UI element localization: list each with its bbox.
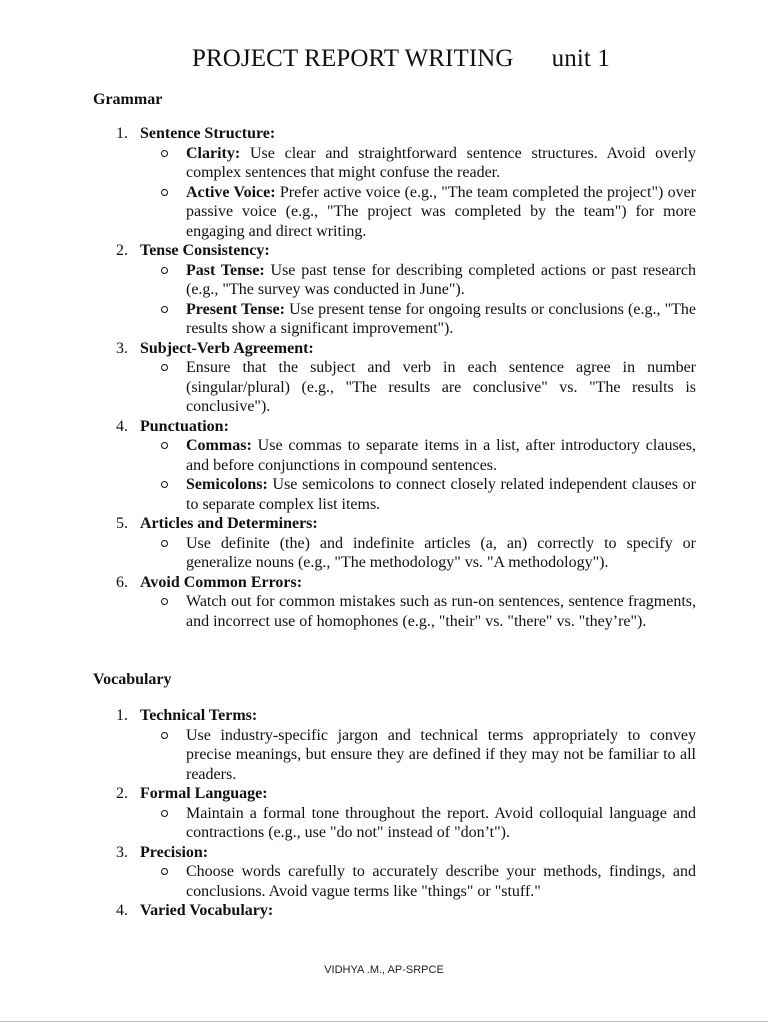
sub-item bbox=[112, 300, 696, 339]
item-number: 2. bbox=[116, 242, 128, 259]
sub-item-label: Semicolons: bbox=[186, 476, 268, 493]
list-item bbox=[112, 901, 696, 921]
sub-item-label: Commas: bbox=[186, 437, 252, 454]
item-number: 4. bbox=[116, 902, 128, 919]
item-heading: Subject-Verb Agreement: bbox=[140, 339, 314, 357]
sub-item-text: Use semicolons to connect closely related independent clauses or to separate complex list items. bbox=[186, 476, 696, 513]
sub-item bbox=[112, 862, 696, 901]
sub-item-text: Use industry-specific jargon and technical terms appropriately to convey precise meanings, but ensure they are defined if they may not be familiar to all readers. bbox=[186, 726, 696, 783]
list-item bbox=[112, 241, 696, 339]
sub-item-text: Use present tense for ongoing results or conclusions (e.g., "The results show a significant improvement"). bbox=[186, 300, 697, 337]
item-heading: Formal Language: bbox=[140, 785, 268, 802]
sub-item-label: Clarity: bbox=[186, 144, 241, 162]
bullet-icon bbox=[161, 364, 168, 371]
bullet-icon bbox=[161, 598, 168, 605]
item-number: 2. bbox=[116, 785, 128, 802]
bullet-icon bbox=[161, 810, 168, 817]
sub-item-text: Use commas to separate items in a list, after introductory clauses, and before conjunctions in compound sentences. bbox=[186, 437, 696, 474]
list-item bbox=[112, 843, 696, 902]
sub-item bbox=[112, 804, 696, 843]
sub-item-text: Use clear and straightforward sentence structures. Avoid overly complex sentences that might confuse the reader. bbox=[186, 144, 696, 181]
vocabulary-list bbox=[112, 706, 696, 921]
list-item bbox=[112, 784, 696, 843]
item-number: 4. bbox=[116, 417, 128, 435]
sub-item-text: Prefer active voice (e.g., "The team completed the project") over passive voice (e.g., "The project was completed by the team") for more engaging and direct writing. bbox=[186, 183, 696, 240]
bullet-icon bbox=[161, 442, 168, 449]
sub-item-text: Maintain a formal tone throughout the report. Avoid colloquial language and contractions (e.g., use "do not" instead of "don’t"). bbox=[186, 804, 696, 841]
sub-item-label: Active Voice: bbox=[186, 183, 276, 201]
item-heading: Varied Vocabulary: bbox=[140, 902, 274, 919]
item-number: 3. bbox=[116, 339, 128, 357]
list-item bbox=[112, 706, 696, 784]
sub-item bbox=[112, 261, 696, 300]
item-heading: Precision: bbox=[140, 843, 209, 861]
list-item bbox=[112, 124, 696, 241]
bullet-icon bbox=[161, 150, 168, 157]
item-heading: Punctuation: bbox=[140, 417, 229, 435]
page-bottom-divider bbox=[0, 1021, 768, 1022]
sub-item bbox=[112, 183, 696, 242]
sub-item bbox=[112, 436, 696, 475]
sub-item bbox=[112, 475, 696, 514]
sub-item bbox=[112, 534, 696, 573]
item-number: 1. bbox=[116, 707, 128, 724]
sub-item bbox=[112, 358, 696, 417]
item-heading: Articles and Determiners: bbox=[140, 515, 318, 532]
bullet-icon bbox=[161, 481, 168, 488]
bullet-icon bbox=[161, 868, 168, 875]
sub-item-text: Choose words carefully to accurately describe your methods, findings, and conclusions. Avoid vague terms like "things" or "stuff." bbox=[186, 863, 696, 900]
section-heading-grammar: Grammar bbox=[93, 91, 163, 108]
bullet-icon bbox=[161, 267, 168, 274]
bullet-icon bbox=[161, 189, 168, 196]
sub-item-text: Watch out for common mistakes such as run-on sentences, sentence fragments, and incorrect use of homophones (e.g., "their" vs. "there" vs. "they’re"). bbox=[186, 593, 696, 630]
page-title: PROJECT REPORT WRITING unit 1 bbox=[192, 45, 610, 72]
item-number: 3. bbox=[116, 843, 128, 861]
grammar-list bbox=[112, 124, 696, 631]
list-item bbox=[112, 339, 696, 417]
sub-item-text: Use past tense for describing completed actions or past research (e.g., "The survey was conducted in June"). bbox=[186, 261, 697, 298]
sub-item bbox=[112, 726, 696, 785]
sub-item-label: Present Tense: bbox=[186, 300, 285, 318]
item-heading: Technical Terms: bbox=[140, 707, 258, 724]
item-number: 1. bbox=[116, 125, 128, 142]
item-heading: Avoid Common Errors: bbox=[140, 573, 303, 591]
sub-item-text: Ensure that the subject and verb in each sentence agree in number (singular/plural) (e.g., "The results are conclusive" vs. "The results is conclusive"). bbox=[186, 359, 696, 415]
section-heading-vocabulary: Vocabulary bbox=[93, 671, 172, 688]
sub-item-label: Past Tense: bbox=[186, 261, 265, 279]
list-item bbox=[112, 417, 696, 515]
sub-item bbox=[112, 592, 696, 631]
item-number: 5. bbox=[116, 515, 128, 532]
sub-item-text: Use definite (the) and indefinite articles (a, an) correctly to specify or generalize nouns (e.g., "The methodology" vs. "A methodology"). bbox=[186, 534, 696, 571]
bullet-icon bbox=[161, 732, 168, 739]
bullet-icon bbox=[161, 540, 168, 547]
list-item bbox=[112, 514, 696, 573]
sub-item bbox=[112, 144, 696, 183]
item-number: 6. bbox=[116, 573, 128, 591]
page-footer: VIDHYA .M., AP-SRPCE bbox=[324, 964, 444, 976]
list-item bbox=[112, 573, 696, 632]
item-heading: Tense Consistency: bbox=[140, 242, 270, 259]
item-heading: Sentence Structure: bbox=[140, 125, 276, 142]
bullet-icon bbox=[161, 306, 168, 313]
